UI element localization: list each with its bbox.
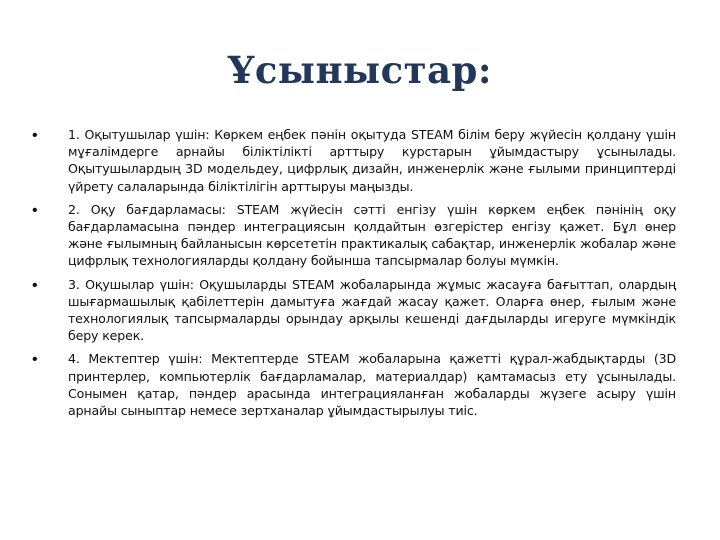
bullet-icon: • [32,201,38,219]
recommendation-teachers: 1. Оқытушылар үшін: Көркем еңбек пәнін оқытуда STEAM білім беру жүйесін қолдану үшін мұғалімдерге арнайы біліктілікті арттыру курстарын ұйымдастыру ұсынылады. Оқытушылардың 3D модельдеу, цифрлық дизайн, инженерлік және ғылыми принциптерді үйрету салаларында біліктілігін арттыруы маңызды. [68,127,676,194]
list-item [32,276,676,345]
recommendation-students: 3. Оқушылар үшін: Оқушыларды STEAM жобаларында жұмыс жасауға бағыттап, олардың шығармашылық қабілеттерін дамытуға жағдай жасау қажет. Оларға өнер, ғылым және технологиялық тапсырмаларды орындау арқылы кешенді дағдыларды игеруге мүмкіндік беру керек. [68,276,676,344]
recommendations-list [32,126,676,425]
list-item [32,350,676,419]
recommendation-curriculum: 2. Оқу бағдарламасы: STEAM жүйесін сәтті енгізу үшін көркем еңбек пәнінің оқу бағдарламасына пәндер интеграциясын қолдайтын өзгерістер енгізу қажет. Бұл өнер және ғылымның байланысын көрсететін практикалық сабақтар, инженерлік жобалар және цифрлық технологияларды қолдану бойынша тапсырмалар болуы мүмкін. [68,201,676,269]
bullet-icon: • [32,127,38,144]
list-item [32,201,676,270]
recommendation-schools: 4. Мектептер үшін: Мектептерде STEAM жобаларына қажетті құрал-жабдықтарды (3D принтерлер, компьютерлік бағдарламалар, материалдар) қамтамасыз ету ұсынылады. Сонымен қатар, пәндер арасында интеграцияланған жобаларды жүзеге асыру үшін арнайы сыныптар немесе зертханалар ұйымдастырылуы тиіс. [68,351,676,419]
list-item [32,126,676,195]
bullet-icon: • [32,351,38,369]
slide-title: Ұсыныстар: [227,48,493,92]
bullet-icon: • [32,276,38,294]
